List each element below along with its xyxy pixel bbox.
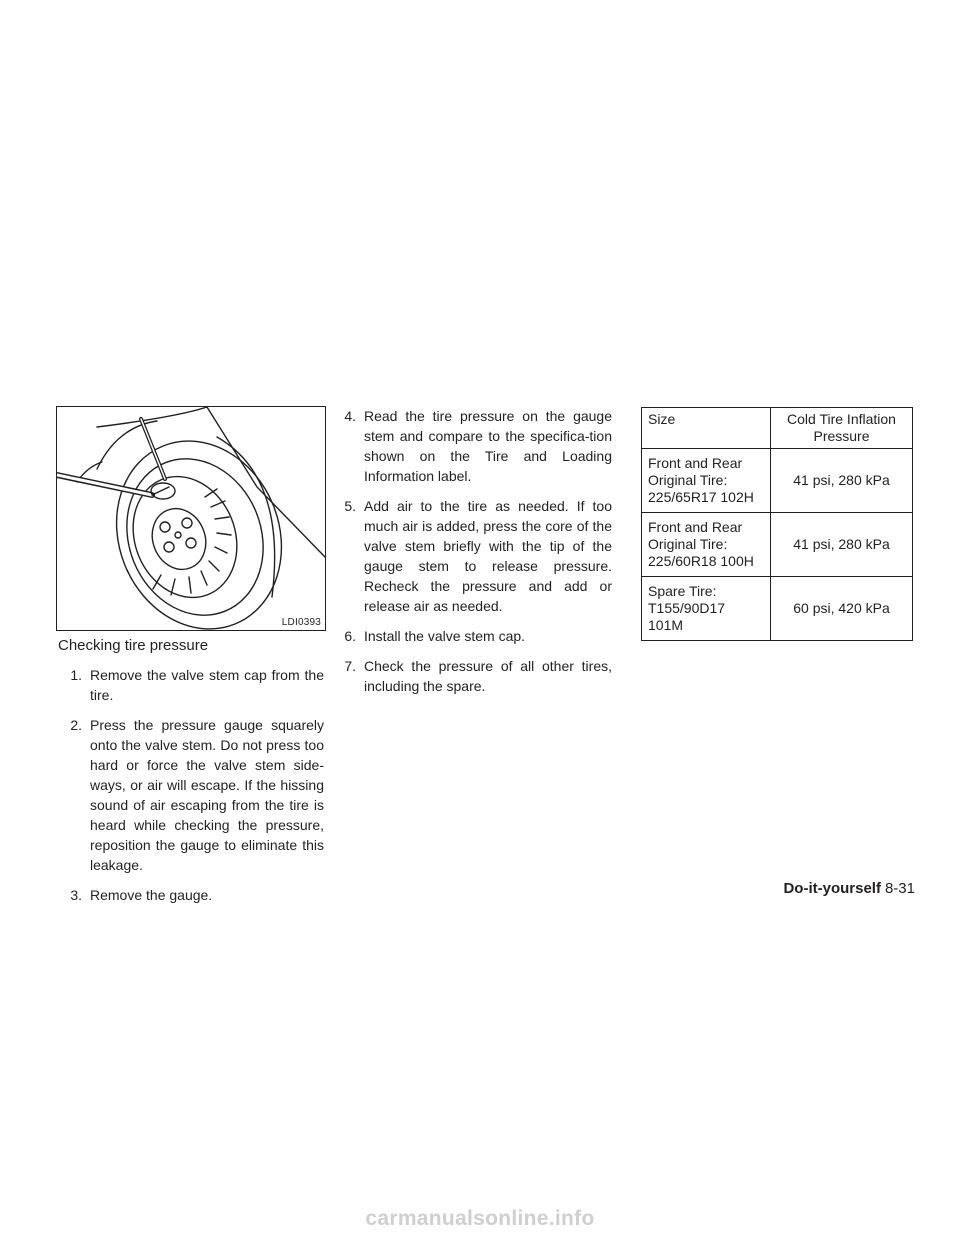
list-item <box>334 496 612 616</box>
list-item <box>334 626 612 646</box>
step-number: 4 . <box>334 406 356 426</box>
list-item <box>52 665 324 705</box>
step-number: 2 . <box>52 715 82 735</box>
list-item <box>334 656 612 696</box>
table-header-row <box>642 408 913 449</box>
step-text: Press the pressure gauge squarely onto the valve stem. Do not press too hard or force the valve stem side-ways, or air will escape. If the hissing sound of air escaping from the tire is heard while checking the pressure, reposition the gauge to eliminate this leakage. <box>90 717 324 873</box>
size-cell <box>642 513 771 577</box>
steps-column-1 <box>52 665 324 915</box>
table-row <box>642 449 913 513</box>
step-text: Remove the gauge. <box>90 887 213 903</box>
size-line: Spare Tire: <box>648 583 717 599</box>
step-text: Remove the valve stem cap from the tire. <box>90 667 324 703</box>
size-line: Front and Rear <box>648 455 743 471</box>
tire-pressure-table <box>641 407 913 641</box>
table-row <box>642 513 913 577</box>
section-title: Checking tire pressure <box>58 637 209 654</box>
pressure-cell: 60 psi, 420 kPa <box>771 577 913 641</box>
list-item <box>52 885 324 905</box>
watermark: carmanualsonline.info <box>365 1207 595 1230</box>
size-line: 225/60R18 100H <box>648 553 754 569</box>
size-line: Front and Rear <box>648 519 743 535</box>
step-number: 1 . <box>52 665 82 685</box>
tire-pressure-figure <box>56 406 326 631</box>
step-text: Check the pressure of all other tires, including the spare. <box>364 658 612 694</box>
list-item <box>334 406 612 486</box>
footer-section: Do-it-yourself <box>783 880 881 897</box>
size-line: T155/90D17 <box>648 600 726 616</box>
step-number: 6 . <box>334 626 356 646</box>
size-line: 225/65R17 102H <box>648 489 754 505</box>
figure-label: LDI0393 <box>281 617 321 628</box>
size-cell <box>642 577 771 641</box>
pressure-cell: 41 psi, 280 kPa <box>771 449 913 513</box>
size-line: Original Tire: <box>648 472 728 488</box>
tire-pressure-gauge-illustration <box>57 407 325 630</box>
table-row <box>642 577 913 641</box>
size-cell <box>642 449 771 513</box>
step-text: Add air to the tire as needed. If too much air is added, press the core of the valve stem briefly with the tip of the gauge stem to release pressure. Recheck the pressure and add or release air as needed. <box>364 498 612 614</box>
step-text: Read the tire pressure on the gauge stem and compare to the specifica-tion shown on the Tire and Loading Information label. <box>364 408 612 484</box>
size-line: 101M <box>648 617 684 633</box>
pressure-cell: 41 psi, 280 kPa <box>771 513 913 577</box>
list-item <box>52 715 324 875</box>
size-line: Original Tire: <box>648 536 728 552</box>
step-text: Install the valve stem cap. <box>364 628 526 644</box>
header-pressure: Cold Tire Inflation Pressure <box>771 408 913 449</box>
step-number: 3 . <box>52 885 82 905</box>
page-number: 8-31 <box>884 880 915 897</box>
step-number: 7 . <box>334 656 356 676</box>
step-number: 5 . <box>334 496 356 516</box>
steps-column-2 <box>334 406 612 706</box>
page-footer <box>783 880 915 897</box>
header-size: Size <box>642 408 771 449</box>
